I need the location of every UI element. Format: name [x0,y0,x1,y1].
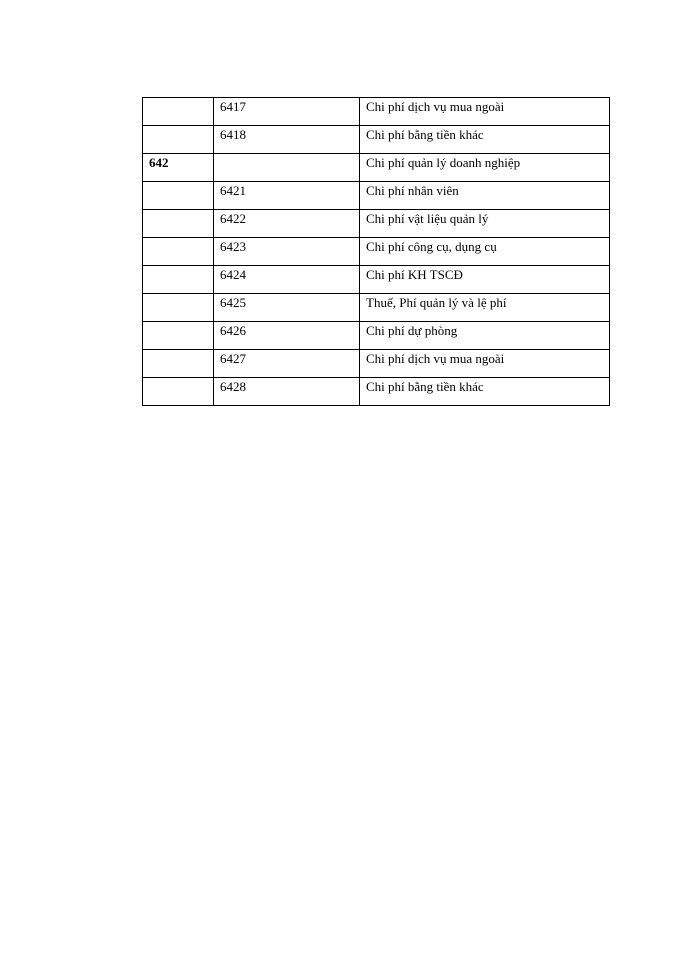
account-level1-cell [143,294,214,322]
table-row [143,294,610,322]
account-level1-cell [143,350,214,378]
account-name-cell: Chi phí quản lý doanh nghiệp [360,154,610,182]
table-row [143,154,610,182]
account-level2-cell: 6428 [214,378,360,406]
account-level2-cell: 6424 [214,266,360,294]
account-name-cell: Chi phí nhân viên [360,182,610,210]
account-level1-cell [143,266,214,294]
table-row [143,378,610,406]
account-level1-cell: 642 [143,154,214,182]
table-row [143,210,610,238]
account-level1-cell [143,126,214,154]
account-table [142,97,610,406]
account-level1-cell [143,98,214,126]
account-name-cell: Chi phí công cụ, dụng cụ [360,238,610,266]
account-level2-cell: 6422 [214,210,360,238]
table-row [143,238,610,266]
table-row [143,98,610,126]
table-row [143,266,610,294]
table-row [143,182,610,210]
account-name-cell: Chi phí bằng tiền khác [360,126,610,154]
account-level1-cell [143,182,214,210]
account-name-cell: Chi phí vật liệu quản lý [360,210,610,238]
account-level2-cell: 6426 [214,322,360,350]
account-name-cell: Thuế, Phí quản lý và lệ phí [360,294,610,322]
account-name-cell: Chi phí dịch vụ mua ngoài [360,350,610,378]
account-level2-cell: 6425 [214,294,360,322]
account-level2-cell: 6423 [214,238,360,266]
account-name-cell: Chi phí dịch vụ mua ngoài [360,98,610,126]
account-level1-cell [143,238,214,266]
account-level1-cell [143,322,214,350]
account-table-body [143,98,610,406]
account-name-cell: Chi phí bằng tiền khác [360,378,610,406]
account-name-cell: Chi phí KH TSCĐ [360,266,610,294]
account-level1-cell [143,378,214,406]
account-name-cell: Chi phí dự phòng [360,322,610,350]
table-row [143,350,610,378]
account-level2-cell: 6418 [214,126,360,154]
table-row [143,322,610,350]
table-row [143,126,610,154]
account-level2-cell: 6417 [214,98,360,126]
account-level2-cell: 6421 [214,182,360,210]
account-level1-cell [143,210,214,238]
account-level2-cell [214,154,360,182]
account-level2-cell: 6427 [214,350,360,378]
